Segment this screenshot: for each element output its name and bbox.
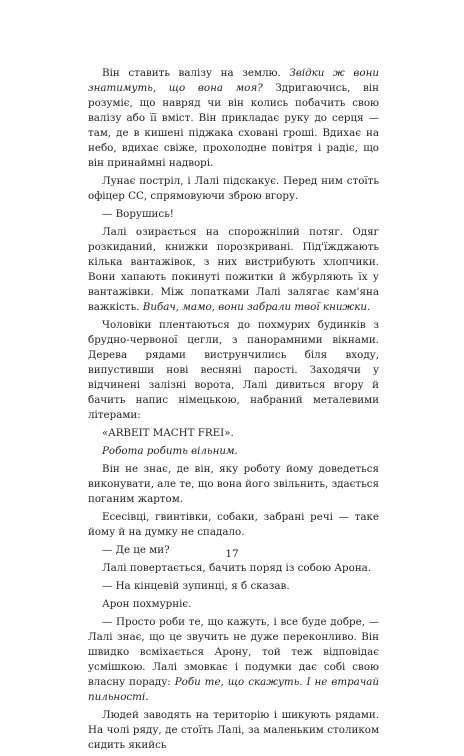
paragraph: [88, 225, 379, 315]
paragraph: [88, 597, 379, 612]
text-run: Він не знає, де він, яку роботу йому доведеться виконувати, але те, що вона його звільнить, здається поганим жартом.: [88, 463, 379, 505]
text-run: Есесівці, гвинтівки, собаки, забрані речі — таке йому й на думку не спадало.: [88, 511, 379, 538]
italic-text: Робота робить вільним.: [102, 445, 238, 457]
paragraph: [88, 426, 379, 441]
paragraph: [88, 318, 379, 423]
text-run: Він ставить валізу на землю.: [102, 67, 290, 79]
text-run: — Де це ми?: [102, 544, 170, 556]
text-run: — Просто роби те, що кажуть, і все буде добре, — Лалі знає, що це звучить не дуже переконливо. Він швидко всміхається Арону, той теж відповідає усмішкою. Лалі змовкає і подумки дає собі свою власну пораду:: [88, 616, 379, 688]
paragraph: [88, 174, 379, 204]
italic-text: Роби те, що скажуть. І не втрачай пильності.: [88, 676, 379, 703]
text-run: «ARBEIT MACHT FREI».: [102, 427, 234, 439]
paragraph: [88, 579, 379, 594]
paragraph: [88, 561, 379, 576]
text-run: Лалі повертається, бачить поряд із собою Арона.: [102, 562, 372, 574]
text-run: — На кінцевій зупинці, я б сказав.: [102, 580, 290, 592]
text-run: Чоловіки плентаються до похмурих будинків з брудно-червоної цегли, з панорамними вікнами. Дерева рядами виструнчились біля входу, випустивши нові весняні паростi. Заходячи у відчинені залізні ворота, Лалі дивиться вгору й бачить напис німецькою, набраний металевими літерами:: [88, 319, 379, 421]
italic-text: Звідки ж вони знатимуть, що вона моя?: [88, 67, 379, 94]
text-run: Лунає постріл, і Лалі підскакує. Перед ним стоїть офіцер СС, спрямовуючи зброю вгору.: [88, 175, 379, 202]
body-text: [88, 66, 379, 756]
paragraph: [88, 444, 379, 459]
paragraph: [88, 615, 379, 705]
text-run: — Ворушись!: [102, 208, 174, 220]
paragraph: [88, 207, 379, 222]
italic-text: Вибач, мамо, вони забрали твої книжки.: [142, 301, 371, 313]
paragraph: [88, 510, 379, 540]
page-number: 17: [225, 548, 239, 560]
text-run: Здригаючись, він розуміє, що навряд чи він колись побачить свою валізу або її вміст. Він прикладає руку до серця — там, де в кишені піджака сховані гроші. Вдихає на небо, вдихає свіже, прохолодне повітря і радіє, що він принаймні надворі.: [88, 82, 379, 169]
paragraph: [88, 462, 379, 507]
text-run: Людей заводять на територію і шикують рядами. На чолі ряду, де стоїть Лалі, за маленьким столиком сидить якийсь: [88, 709, 379, 751]
paragraph: [88, 708, 379, 753]
text-run: Арон похмурніє.: [102, 598, 192, 610]
text-run: Лалі озирається на спорожнілий потяг. Одяг розкиданий, книжки порозкривані. Під'їжджають кілька вантажівок, з них вистрибують хлопчики. Вони хапають покинуті пожитки й жбурляють їх у вантажівки. Між лопатками Лалі залягає кам'яна важкість.: [88, 226, 379, 313]
paragraph: [88, 66, 379, 171]
